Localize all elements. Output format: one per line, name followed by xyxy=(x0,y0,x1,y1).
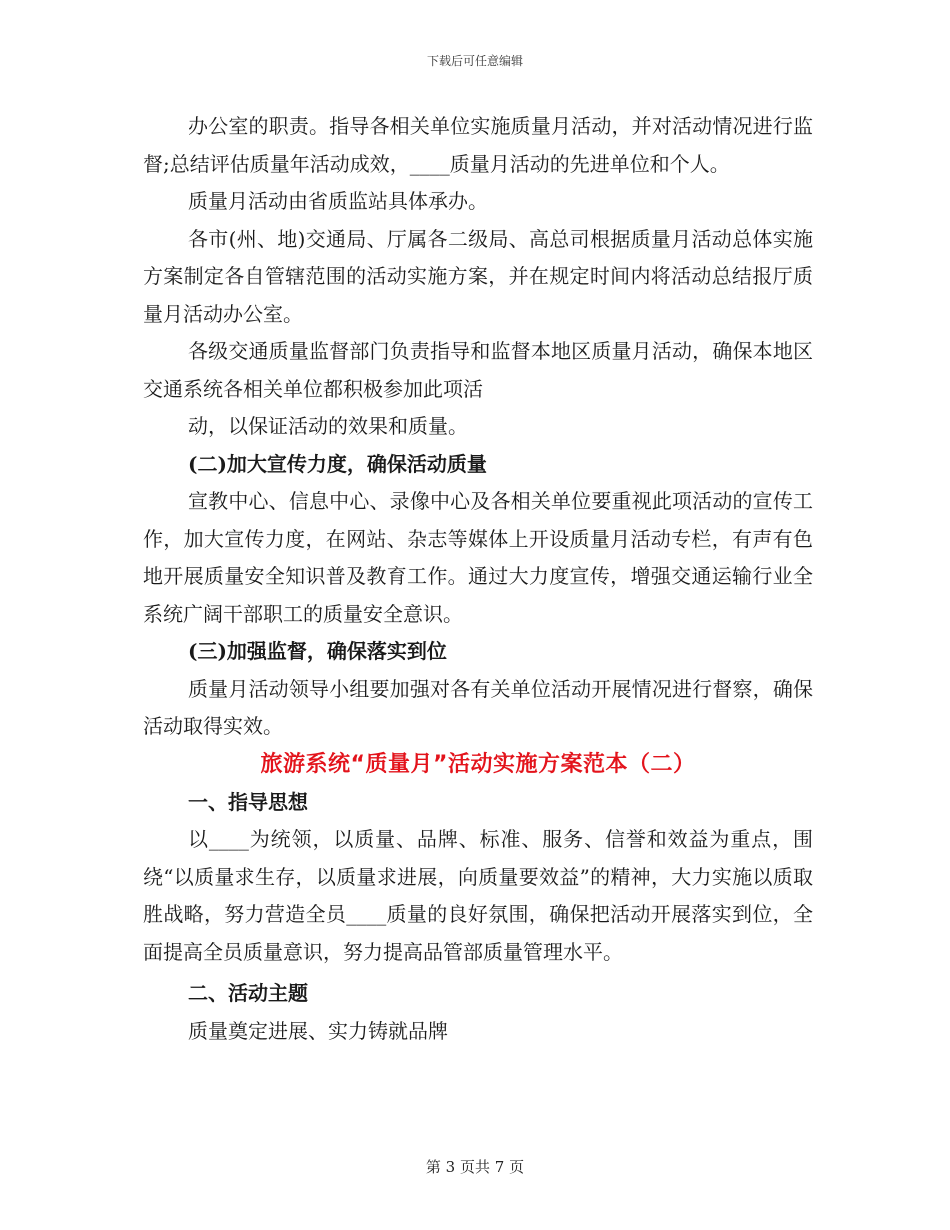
paragraph: 动，以保证活动的效果和质量。 xyxy=(188,414,468,438)
page-header: 下载后可任意编辑 xyxy=(426,54,523,68)
paragraph: 各市(州、地)交通局、厅属各二级局、高总司根据质量月活动总体实施方案制定各自管辖范围的活动实施方案，并在规定时间内将活动总结报厅质量月活动办公室。 xyxy=(143,226,813,326)
paragraph: 质量奠定进展、实力铸就品牌 xyxy=(188,1018,448,1043)
paragraph: 各级交通质量监督部门负责指导和监督本地区质量月活动，确保本地区交通系统各相关单位都积极参加此项活 xyxy=(143,339,813,401)
section-heading: (二)加大宣传力度，确保活动质量 xyxy=(188,451,487,476)
paragraph: 以____为统领，以质量、品牌、标准、服务、信誉和效益为重点，围绕“以质量求生存，以质量求进展，向质量要效益”的精神，大力实施以质取胜战略，努力营造全员____质量的良好氛围，确保把活动开展落实到位，全面提高全员质量意识，努力提高品管部质量管理水平。 xyxy=(143,827,813,964)
paragraph: 质量月活动领导小组要加强对各有关单位活动开展情况进行督察，确保活动取得实效。 xyxy=(143,676,813,738)
page-footer: 第 3 页共 7 页 xyxy=(425,1158,525,1176)
section-heading: 一、指导思想 xyxy=(188,789,308,814)
paragraph: 质量月活动由省质监站具体承办。 xyxy=(188,189,488,213)
section-heading: (三)加强监督，确保落实到位 xyxy=(188,639,447,663)
section-heading: 二、活动主题 xyxy=(188,981,308,1005)
document-title: 旅游系统“质量月”活动实施方案范本（二） xyxy=(260,751,696,777)
document-body xyxy=(143,108,813,1050)
paragraph: 办公室的职责。指导各相关单位实施质量月活动，并对活动情况进行监督;总结评估质量年活动成效，____质量月活动的先进单位和个人。 xyxy=(143,114,813,176)
paragraph: 宣教中心、信息中心、录像中心及各相关单位要重视此项活动的宣传工作，加大宣传力度，在网站、杂志等媒体上开设质量月活动专栏，有声有色地开展质量安全知识普及教育工作。通过大力度宣传，增强交通运输行业全系统广阔干部职工的质量安全意识。 xyxy=(143,489,813,626)
